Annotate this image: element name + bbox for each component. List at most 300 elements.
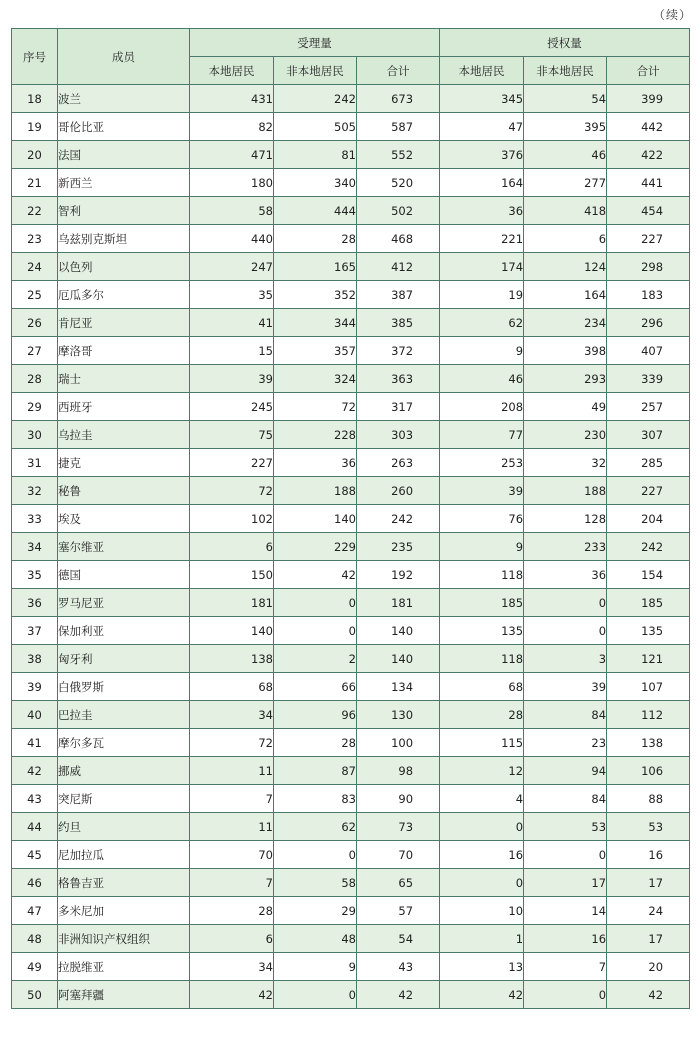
app-non-resident-cell: 83 bbox=[274, 785, 357, 813]
member-name: 多米尼加 bbox=[58, 897, 190, 925]
row-index: 44 bbox=[12, 813, 58, 841]
app-total-cell: 468 bbox=[357, 225, 440, 253]
grant-non-resident-cell: 188 bbox=[524, 477, 607, 505]
app-total-cell: 260 bbox=[357, 477, 440, 505]
app-non-resident-cell: 0 bbox=[274, 589, 357, 617]
member-name: 法国 bbox=[58, 141, 190, 169]
app-non-resident-cell: 229 bbox=[274, 533, 357, 561]
row-index: 31 bbox=[12, 449, 58, 477]
grant-resident-cell: 164 bbox=[440, 169, 524, 197]
grant-resident-cell: 4 bbox=[440, 785, 524, 813]
grant-non-resident-cell: 0 bbox=[524, 841, 607, 869]
member-name: 智利 bbox=[58, 197, 190, 225]
member-name: 约旦 bbox=[58, 813, 190, 841]
grant-total-cell: 399 bbox=[607, 85, 690, 113]
row-index: 48 bbox=[12, 925, 58, 953]
grant-resident-cell: 345 bbox=[440, 85, 524, 113]
grant-non-resident-cell: 230 bbox=[524, 421, 607, 449]
app-resident-cell: 471 bbox=[190, 141, 274, 169]
app-non-resident-cell: 28 bbox=[274, 225, 357, 253]
app-non-resident-cell: 62 bbox=[274, 813, 357, 841]
app-resident-cell: 70 bbox=[190, 841, 274, 869]
table-row bbox=[12, 589, 690, 617]
row-index: 22 bbox=[12, 197, 58, 225]
table-row bbox=[12, 85, 690, 113]
member-name: 摩洛哥 bbox=[58, 337, 190, 365]
grant-resident-cell: 253 bbox=[440, 449, 524, 477]
grant-non-resident-cell: 16 bbox=[524, 925, 607, 953]
grant-non-resident-cell: 46 bbox=[524, 141, 607, 169]
grant-non-resident-cell: 233 bbox=[524, 533, 607, 561]
grant-non-resident-cell: 94 bbox=[524, 757, 607, 785]
app-total-cell: 57 bbox=[357, 897, 440, 925]
grant-total-cell: 298 bbox=[607, 253, 690, 281]
row-index: 49 bbox=[12, 953, 58, 981]
grant-total-cell: 339 bbox=[607, 365, 690, 393]
header-grants: 授权量 bbox=[440, 29, 690, 57]
grant-resident-cell: 0 bbox=[440, 869, 524, 897]
row-index: 26 bbox=[12, 309, 58, 337]
grant-non-resident-cell: 23 bbox=[524, 729, 607, 757]
member-name: 乌兹别克斯坦 bbox=[58, 225, 190, 253]
app-resident-cell: 227 bbox=[190, 449, 274, 477]
grant-non-resident-cell: 17 bbox=[524, 869, 607, 897]
row-index: 34 bbox=[12, 533, 58, 561]
grant-resident-cell: 1 bbox=[440, 925, 524, 953]
app-resident-cell: 180 bbox=[190, 169, 274, 197]
app-resident-cell: 28 bbox=[190, 897, 274, 925]
app-total-cell: 317 bbox=[357, 393, 440, 421]
grant-resident-cell: 76 bbox=[440, 505, 524, 533]
member-name: 匈牙利 bbox=[58, 645, 190, 673]
header-member: 成员 bbox=[58, 29, 190, 85]
app-total-cell: 387 bbox=[357, 281, 440, 309]
app-total-cell: 90 bbox=[357, 785, 440, 813]
table-row bbox=[12, 505, 690, 533]
app-total-cell: 587 bbox=[357, 113, 440, 141]
app-resident-cell: 72 bbox=[190, 729, 274, 757]
row-index: 39 bbox=[12, 673, 58, 701]
app-total-cell: 140 bbox=[357, 617, 440, 645]
app-non-resident-cell: 48 bbox=[274, 925, 357, 953]
grant-total-cell: 227 bbox=[607, 225, 690, 253]
member-name: 摩尔多瓦 bbox=[58, 729, 190, 757]
app-resident-cell: 150 bbox=[190, 561, 274, 589]
app-resident-cell: 6 bbox=[190, 533, 274, 561]
app-non-resident-cell: 96 bbox=[274, 701, 357, 729]
app-total-cell: 552 bbox=[357, 141, 440, 169]
app-resident-cell: 7 bbox=[190, 785, 274, 813]
table-row bbox=[12, 785, 690, 813]
app-resident-cell: 34 bbox=[190, 953, 274, 981]
table-row bbox=[12, 813, 690, 841]
data-table bbox=[11, 28, 690, 1009]
grant-resident-cell: 28 bbox=[440, 701, 524, 729]
app-resident-cell: 68 bbox=[190, 673, 274, 701]
app-non-resident-cell: 81 bbox=[274, 141, 357, 169]
grant-total-cell: 17 bbox=[607, 869, 690, 897]
grant-total-cell: 106 bbox=[607, 757, 690, 785]
table-row bbox=[12, 365, 690, 393]
row-index: 24 bbox=[12, 253, 58, 281]
app-resident-cell: 35 bbox=[190, 281, 274, 309]
table-row bbox=[12, 841, 690, 869]
grant-non-resident-cell: 54 bbox=[524, 85, 607, 113]
app-non-resident-cell: 324 bbox=[274, 365, 357, 393]
grant-total-cell: 135 bbox=[607, 617, 690, 645]
grant-resident-cell: 19 bbox=[440, 281, 524, 309]
grant-non-resident-cell: 14 bbox=[524, 897, 607, 925]
grant-total-cell: 16 bbox=[607, 841, 690, 869]
app-resident-cell: 247 bbox=[190, 253, 274, 281]
app-total-cell: 130 bbox=[357, 701, 440, 729]
app-non-resident-cell: 36 bbox=[274, 449, 357, 477]
member-name: 尼加拉瓜 bbox=[58, 841, 190, 869]
grant-non-resident-cell: 0 bbox=[524, 981, 607, 1009]
grant-resident-cell: 10 bbox=[440, 897, 524, 925]
member-name: 格鲁吉亚 bbox=[58, 869, 190, 897]
grant-non-resident-cell: 39 bbox=[524, 673, 607, 701]
app-total-cell: 42 bbox=[357, 981, 440, 1009]
app-total-cell: 372 bbox=[357, 337, 440, 365]
header-grant-non-resident: 非本地居民 bbox=[524, 57, 607, 85]
table-row bbox=[12, 225, 690, 253]
grant-non-resident-cell: 49 bbox=[524, 393, 607, 421]
member-name: 阿塞拜疆 bbox=[58, 981, 190, 1009]
app-resident-cell: 34 bbox=[190, 701, 274, 729]
app-non-resident-cell: 29 bbox=[274, 897, 357, 925]
grant-total-cell: 296 bbox=[607, 309, 690, 337]
grant-total-cell: 112 bbox=[607, 701, 690, 729]
table-row bbox=[12, 197, 690, 225]
app-resident-cell: 72 bbox=[190, 477, 274, 505]
grant-resident-cell: 12 bbox=[440, 757, 524, 785]
app-total-cell: 673 bbox=[357, 85, 440, 113]
member-name: 保加利亚 bbox=[58, 617, 190, 645]
table-row bbox=[12, 981, 690, 1009]
grant-non-resident-cell: 124 bbox=[524, 253, 607, 281]
row-index: 19 bbox=[12, 113, 58, 141]
grant-resident-cell: 36 bbox=[440, 197, 524, 225]
grant-resident-cell: 174 bbox=[440, 253, 524, 281]
grant-total-cell: 441 bbox=[607, 169, 690, 197]
app-non-resident-cell: 58 bbox=[274, 869, 357, 897]
grant-resident-cell: 0 bbox=[440, 813, 524, 841]
member-name: 秘鲁 bbox=[58, 477, 190, 505]
grant-non-resident-cell: 164 bbox=[524, 281, 607, 309]
row-index: 45 bbox=[12, 841, 58, 869]
app-resident-cell: 181 bbox=[190, 589, 274, 617]
member-name: 以色列 bbox=[58, 253, 190, 281]
grant-non-resident-cell: 395 bbox=[524, 113, 607, 141]
grant-non-resident-cell: 36 bbox=[524, 561, 607, 589]
app-resident-cell: 245 bbox=[190, 393, 274, 421]
table-row bbox=[12, 141, 690, 169]
table-row bbox=[12, 645, 690, 673]
app-total-cell: 43 bbox=[357, 953, 440, 981]
grant-non-resident-cell: 3 bbox=[524, 645, 607, 673]
header-applications: 受理量 bbox=[190, 29, 440, 57]
header-app-resident: 本地居民 bbox=[190, 57, 274, 85]
table-row bbox=[12, 309, 690, 337]
app-non-resident-cell: 87 bbox=[274, 757, 357, 785]
grant-non-resident-cell: 234 bbox=[524, 309, 607, 337]
row-index: 47 bbox=[12, 897, 58, 925]
app-total-cell: 54 bbox=[357, 925, 440, 953]
grant-total-cell: 285 bbox=[607, 449, 690, 477]
grant-total-cell: 442 bbox=[607, 113, 690, 141]
grant-resident-cell: 221 bbox=[440, 225, 524, 253]
row-index: 18 bbox=[12, 85, 58, 113]
header-grant-resident: 本地居民 bbox=[440, 57, 524, 85]
header-grant-total: 合计 bbox=[607, 57, 690, 85]
row-index: 33 bbox=[12, 505, 58, 533]
row-index: 42 bbox=[12, 757, 58, 785]
row-index: 30 bbox=[12, 421, 58, 449]
app-resident-cell: 440 bbox=[190, 225, 274, 253]
grant-non-resident-cell: 277 bbox=[524, 169, 607, 197]
grant-total-cell: 204 bbox=[607, 505, 690, 533]
table-row bbox=[12, 729, 690, 757]
app-total-cell: 242 bbox=[357, 505, 440, 533]
app-resident-cell: 75 bbox=[190, 421, 274, 449]
grant-resident-cell: 9 bbox=[440, 533, 524, 561]
grant-total-cell: 20 bbox=[607, 953, 690, 981]
table-row bbox=[12, 113, 690, 141]
member-name: 埃及 bbox=[58, 505, 190, 533]
grant-total-cell: 242 bbox=[607, 533, 690, 561]
row-index: 37 bbox=[12, 617, 58, 645]
grant-non-resident-cell: 84 bbox=[524, 785, 607, 813]
app-total-cell: 502 bbox=[357, 197, 440, 225]
app-resident-cell: 431 bbox=[190, 85, 274, 113]
app-total-cell: 235 bbox=[357, 533, 440, 561]
grant-resident-cell: 62 bbox=[440, 309, 524, 337]
member-name: 突尼斯 bbox=[58, 785, 190, 813]
table-row bbox=[12, 925, 690, 953]
row-index: 50 bbox=[12, 981, 58, 1009]
grant-non-resident-cell: 53 bbox=[524, 813, 607, 841]
row-index: 38 bbox=[12, 645, 58, 673]
member-name: 哥伦比亚 bbox=[58, 113, 190, 141]
grant-total-cell: 185 bbox=[607, 589, 690, 617]
app-total-cell: 65 bbox=[357, 869, 440, 897]
member-name: 非洲知识产权组织 bbox=[58, 925, 190, 953]
app-total-cell: 385 bbox=[357, 309, 440, 337]
app-total-cell: 520 bbox=[357, 169, 440, 197]
app-non-resident-cell: 0 bbox=[274, 981, 357, 1009]
grant-total-cell: 422 bbox=[607, 141, 690, 169]
app-non-resident-cell: 242 bbox=[274, 85, 357, 113]
row-index: 43 bbox=[12, 785, 58, 813]
app-non-resident-cell: 188 bbox=[274, 477, 357, 505]
member-name: 瑞士 bbox=[58, 365, 190, 393]
app-resident-cell: 6 bbox=[190, 925, 274, 953]
grant-total-cell: 53 bbox=[607, 813, 690, 841]
app-non-resident-cell: 9 bbox=[274, 953, 357, 981]
table-body bbox=[12, 85, 690, 1009]
member-name: 捷克 bbox=[58, 449, 190, 477]
app-total-cell: 181 bbox=[357, 589, 440, 617]
row-index: 27 bbox=[12, 337, 58, 365]
row-index: 40 bbox=[12, 701, 58, 729]
grant-resident-cell: 115 bbox=[440, 729, 524, 757]
app-resident-cell: 11 bbox=[190, 757, 274, 785]
app-non-resident-cell: 340 bbox=[274, 169, 357, 197]
row-index: 46 bbox=[12, 869, 58, 897]
row-index: 25 bbox=[12, 281, 58, 309]
table-row bbox=[12, 337, 690, 365]
grant-total-cell: 24 bbox=[607, 897, 690, 925]
grant-total-cell: 121 bbox=[607, 645, 690, 673]
app-non-resident-cell: 444 bbox=[274, 197, 357, 225]
app-non-resident-cell: 344 bbox=[274, 309, 357, 337]
app-non-resident-cell: 505 bbox=[274, 113, 357, 141]
app-non-resident-cell: 140 bbox=[274, 505, 357, 533]
grant-total-cell: 154 bbox=[607, 561, 690, 589]
grant-non-resident-cell: 0 bbox=[524, 617, 607, 645]
row-index: 28 bbox=[12, 365, 58, 393]
app-resident-cell: 42 bbox=[190, 981, 274, 1009]
table-row bbox=[12, 673, 690, 701]
app-total-cell: 100 bbox=[357, 729, 440, 757]
member-name: 厄瓜多尔 bbox=[58, 281, 190, 309]
grant-non-resident-cell: 6 bbox=[524, 225, 607, 253]
header-app-non-resident: 非本地居民 bbox=[274, 57, 357, 85]
app-non-resident-cell: 228 bbox=[274, 421, 357, 449]
app-resident-cell: 39 bbox=[190, 365, 274, 393]
app-non-resident-cell: 352 bbox=[274, 281, 357, 309]
app-total-cell: 263 bbox=[357, 449, 440, 477]
grant-total-cell: 454 bbox=[607, 197, 690, 225]
grant-total-cell: 138 bbox=[607, 729, 690, 757]
app-total-cell: 412 bbox=[357, 253, 440, 281]
app-resident-cell: 7 bbox=[190, 869, 274, 897]
table-row bbox=[12, 393, 690, 421]
grant-resident-cell: 376 bbox=[440, 141, 524, 169]
app-non-resident-cell: 28 bbox=[274, 729, 357, 757]
row-index: 41 bbox=[12, 729, 58, 757]
app-non-resident-cell: 0 bbox=[274, 841, 357, 869]
app-resident-cell: 58 bbox=[190, 197, 274, 225]
table-row bbox=[12, 253, 690, 281]
grant-total-cell: 17 bbox=[607, 925, 690, 953]
grant-total-cell: 307 bbox=[607, 421, 690, 449]
app-resident-cell: 82 bbox=[190, 113, 274, 141]
grant-resident-cell: 42 bbox=[440, 981, 524, 1009]
member-name: 波兰 bbox=[58, 85, 190, 113]
app-resident-cell: 138 bbox=[190, 645, 274, 673]
member-name: 德国 bbox=[58, 561, 190, 589]
table-row bbox=[12, 701, 690, 729]
header-index: 序号 bbox=[12, 29, 58, 85]
app-resident-cell: 102 bbox=[190, 505, 274, 533]
member-name: 拉脱维亚 bbox=[58, 953, 190, 981]
app-total-cell: 140 bbox=[357, 645, 440, 673]
table-row bbox=[12, 477, 690, 505]
table-row bbox=[12, 953, 690, 981]
grant-total-cell: 107 bbox=[607, 673, 690, 701]
table-row bbox=[12, 281, 690, 309]
grant-non-resident-cell: 293 bbox=[524, 365, 607, 393]
grant-total-cell: 257 bbox=[607, 393, 690, 421]
member-name: 罗马尼亚 bbox=[58, 589, 190, 617]
app-total-cell: 363 bbox=[357, 365, 440, 393]
row-index: 36 bbox=[12, 589, 58, 617]
app-resident-cell: 15 bbox=[190, 337, 274, 365]
grant-total-cell: 407 bbox=[607, 337, 690, 365]
app-total-cell: 303 bbox=[357, 421, 440, 449]
app-total-cell: 98 bbox=[357, 757, 440, 785]
row-index: 23 bbox=[12, 225, 58, 253]
table-row bbox=[12, 869, 690, 897]
app-total-cell: 192 bbox=[357, 561, 440, 589]
member-name: 巴拉圭 bbox=[58, 701, 190, 729]
continued-label: （续） bbox=[652, 8, 692, 22]
table-row bbox=[12, 897, 690, 925]
member-name: 西班牙 bbox=[58, 393, 190, 421]
row-index: 20 bbox=[12, 141, 58, 169]
app-non-resident-cell: 42 bbox=[274, 561, 357, 589]
grant-resident-cell: 118 bbox=[440, 645, 524, 673]
grant-total-cell: 183 bbox=[607, 281, 690, 309]
app-resident-cell: 11 bbox=[190, 813, 274, 841]
member-name: 白俄罗斯 bbox=[58, 673, 190, 701]
row-index: 35 bbox=[12, 561, 58, 589]
grant-resident-cell: 47 bbox=[440, 113, 524, 141]
grant-resident-cell: 13 bbox=[440, 953, 524, 981]
grant-resident-cell: 208 bbox=[440, 393, 524, 421]
table-row bbox=[12, 757, 690, 785]
grant-total-cell: 227 bbox=[607, 477, 690, 505]
app-non-resident-cell: 2 bbox=[274, 645, 357, 673]
grant-non-resident-cell: 0 bbox=[524, 589, 607, 617]
grant-resident-cell: 68 bbox=[440, 673, 524, 701]
table-row bbox=[12, 533, 690, 561]
table-row bbox=[12, 561, 690, 589]
app-non-resident-cell: 72 bbox=[274, 393, 357, 421]
table-row bbox=[12, 169, 690, 197]
member-name: 塞尔维亚 bbox=[58, 533, 190, 561]
app-total-cell: 73 bbox=[357, 813, 440, 841]
row-index: 29 bbox=[12, 393, 58, 421]
grant-non-resident-cell: 84 bbox=[524, 701, 607, 729]
table-row bbox=[12, 421, 690, 449]
table-row bbox=[12, 449, 690, 477]
grant-non-resident-cell: 32 bbox=[524, 449, 607, 477]
grant-resident-cell: 77 bbox=[440, 421, 524, 449]
grant-resident-cell: 135 bbox=[440, 617, 524, 645]
member-name: 肯尼亚 bbox=[58, 309, 190, 337]
grant-non-resident-cell: 398 bbox=[524, 337, 607, 365]
member-name: 挪威 bbox=[58, 757, 190, 785]
row-index: 21 bbox=[12, 169, 58, 197]
app-total-cell: 134 bbox=[357, 673, 440, 701]
grant-total-cell: 42 bbox=[607, 981, 690, 1009]
grant-resident-cell: 46 bbox=[440, 365, 524, 393]
grant-resident-cell: 185 bbox=[440, 589, 524, 617]
row-index: 32 bbox=[12, 477, 58, 505]
grant-non-resident-cell: 128 bbox=[524, 505, 607, 533]
member-name: 新西兰 bbox=[58, 169, 190, 197]
app-non-resident-cell: 66 bbox=[274, 673, 357, 701]
app-non-resident-cell: 0 bbox=[274, 617, 357, 645]
app-resident-cell: 140 bbox=[190, 617, 274, 645]
grant-non-resident-cell: 418 bbox=[524, 197, 607, 225]
grant-total-cell: 88 bbox=[607, 785, 690, 813]
grant-resident-cell: 39 bbox=[440, 477, 524, 505]
grant-resident-cell: 9 bbox=[440, 337, 524, 365]
